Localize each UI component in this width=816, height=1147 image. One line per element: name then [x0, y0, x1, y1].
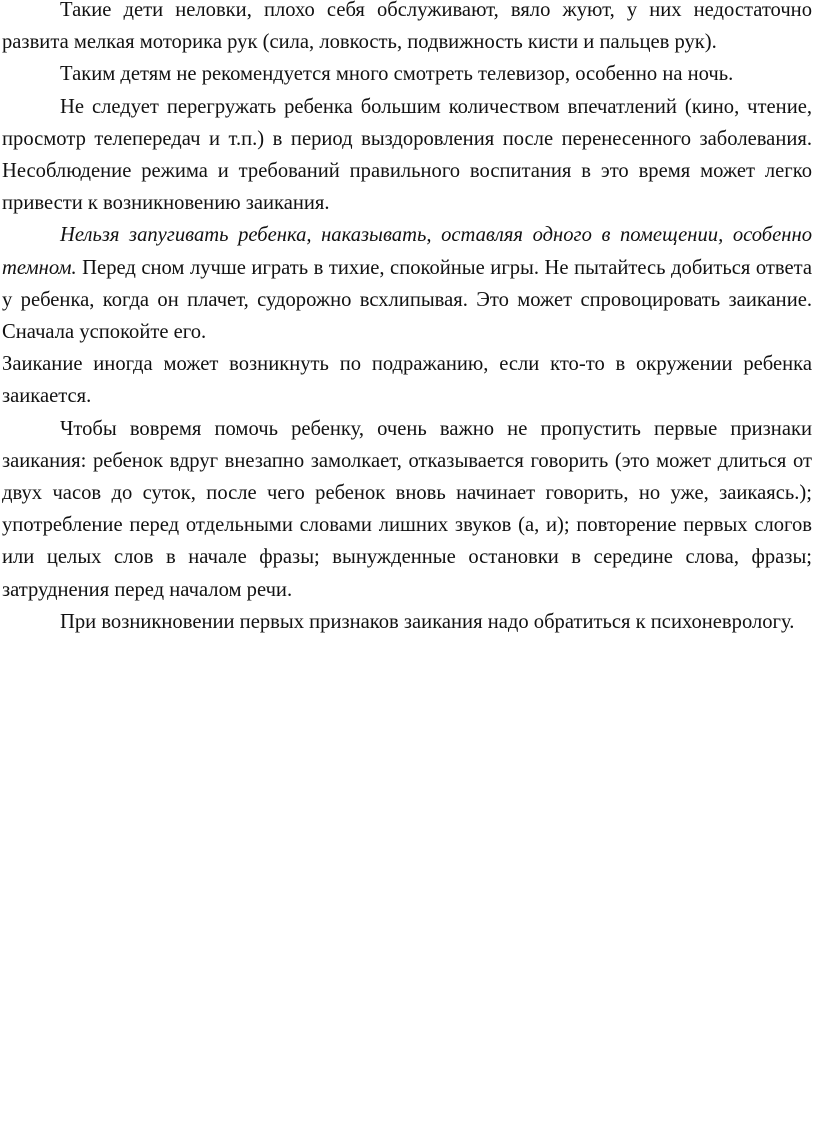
paragraph-do-not-frighten-text: Перед сном лучше играть в тихие, спокойные игры. Не пытайтесь добиться ответа у ребенка, когда он плачет, судорожно всхлипывая. Это может спровоцировать заикание. Сначала успокойте его. [2, 256, 812, 344]
italic-warning: Нельзя запугивать ребенка, наказывать, оставляя одного в помещении, особенно темном. [2, 224, 812, 279]
paragraph-imitation: Заикание иногда может возникнуть по подражанию, если кто-то в окружении ребенка заикается. [2, 353, 812, 408]
document-body [2, 0, 812, 638]
paragraph-television: Таким детям не рекомендуется много смотреть телевизор, особенно на ночь. [60, 63, 734, 86]
paragraph-do-not-frighten [2, 219, 812, 348]
paragraph-impressions: Не следует перегружать ребенка большим количеством впечатлений (кино, чтение, просмотр телепередач и т.п.) в период выздоровления после перенесенного заболевания. Несоблюдение режима и требований правильного воспитания в это время может легко привести к возникновению заикания. [2, 95, 812, 215]
paragraph-clumsiness: Такие дети неловки, плохо себя обслуживают, вяло жуют, у них недостаточно развита мелкая моторика рук (сила, ловкость, подвижность кисти и пальцев рук). [2, 0, 812, 54]
paragraph-first-signs: Чтобы вовремя помочь ребенку, очень важно не пропустить первые признаки заикания: ребенок вдруг внезапно замолкает, отказывается говорить (это может длиться от двух часов до суток, после чего ребенок вновь начинает говорить, но уже, заикаясь.); употребление перед отдельными словами лишних звуков (а, и); повторение первых слогов или целых слов в начале фразы; вынужденные остановки в середине слова, фразы; затруднения перед началом речи. [2, 417, 812, 601]
paragraph-neurologist: При возникновении первых признаков заикания надо обратиться к психоневрологу. [60, 610, 795, 633]
